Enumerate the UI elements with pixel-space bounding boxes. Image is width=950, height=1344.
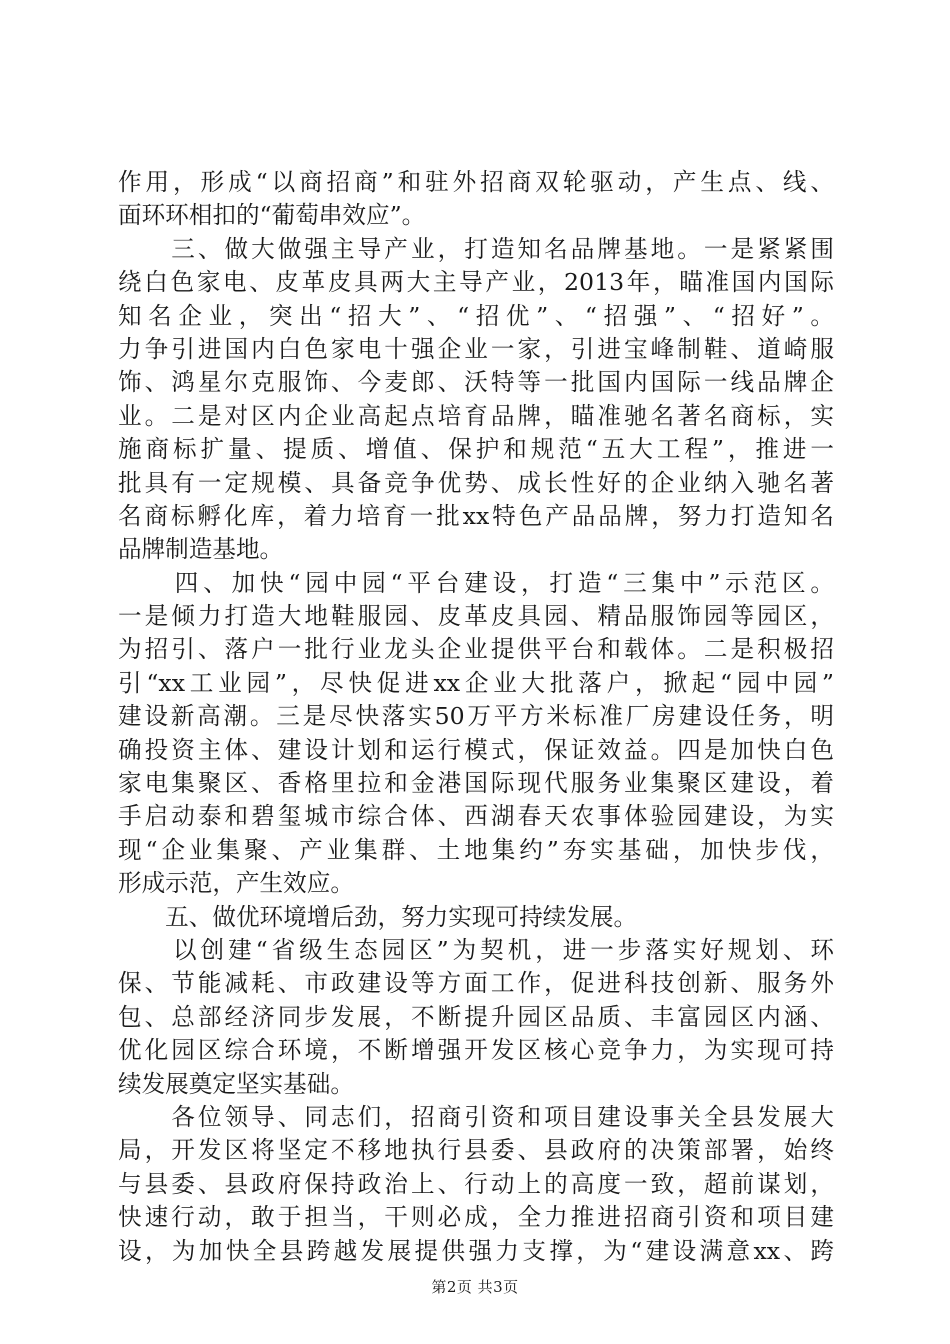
text-line: 局，开发区将坚定不移地执行县委、县政府的决策部署，始终 <box>118 1136 834 1165</box>
text-line: 五、做优环境增后劲，努力实现可持续发展。 <box>118 902 638 931</box>
text-line: 绕白色家电、皮革皮具两大主导产业，2013年，瞄准国内国际 <box>118 268 834 297</box>
text-line: 确投资主体、建设计划和运行模式，保证效益。四是加快白色 <box>118 735 834 764</box>
text-line: 以创建“省级生态园区”为契机，进一步落实好规划、环 <box>118 935 834 964</box>
text-line: 引“xx工业园”，尽快促进xx企业大批落户，掀起“园中园” <box>118 668 834 697</box>
text-line: 手启动泰和碧玺城市综合体、西湖春天农事体验园建设，为实 <box>118 802 834 831</box>
text-line: 业。二是对区内企业高起点培育品牌，瞄准驰名著名商标，实 <box>118 401 834 430</box>
text-line: 与县委、县政府保持政治上、行动上的高度一致，超前谋划， <box>118 1169 834 1198</box>
text-line: 设，为加快全县跨越发展提供强力支撑，为“建设满意xx、跨 <box>118 1236 834 1265</box>
text-line: 批具有一定规模、具备竞争优势、成长性好的企业纳入驰名著 <box>118 468 834 497</box>
text-line: 形成示范，产生效应。 <box>118 869 354 898</box>
text-line: 家电集聚区、香格里拉和金港国际现代服务业集聚区建设，着 <box>118 769 834 798</box>
text-line: 各位领导、同志们，招商引资和项目建设事关全县发展大 <box>118 1102 834 1131</box>
text-line: 施商标扩量、提质、增值、保护和规范“五大工程”，推进一 <box>118 435 834 464</box>
text-line: 三、做大做强主导产业，打造知名品牌基地。一是紧紧围 <box>118 234 834 263</box>
text-line: 品牌制造基地。 <box>118 535 284 564</box>
text-line: 保、节能减耗、市政建设等方面工作，促进科技创新、服务外 <box>118 969 834 998</box>
text-line: 包、总部经济同步发展，不断提升园区品质、丰富园区内涵、 <box>118 1002 834 1031</box>
page-footer: 第2页 共3页 <box>431 1278 519 1296</box>
text-line: 续发展奠定坚实基础。 <box>118 1069 354 1098</box>
text-line: 建设新高潮。三是尽快落实50万平方米标准厂房建设任务，明 <box>118 702 834 731</box>
text-line: 饰、鸿星尔克服饰、今麦郎、沃特等一批国内国际一线品牌企 <box>118 368 834 397</box>
text-line: 面环环相扣的“葡萄串效应”。 <box>118 201 426 230</box>
text-line: 快速行动，敢于担当，干则必成，全力推进招商引资和项目建 <box>118 1203 834 1232</box>
text-line: 作用，形成“以商招商”和驻外招商双轮驱动，产生点、线、 <box>118 168 834 196</box>
text-line: 力争引进国内白色家电十强企业一家，引进宝峰制鞋、道崎服 <box>118 334 834 363</box>
text-line: 优化园区综合环境，不断增强开发区核心竞争力，为实现可持 <box>118 1036 834 1065</box>
text-line: 知名企业，突出“招大”、“招优”、“招强”、“招好”。 <box>118 301 834 330</box>
text-line: 名商标孵化库，着力培育一批xx特色产品品牌，努力打造知名 <box>118 501 834 530</box>
text-line: 现“企业集聚、产业集群、土地集约”夯实基础，加快步伐， <box>118 835 834 864</box>
document-body <box>118 166 834 1268</box>
text-line: 四、加快“园中园“平台建设，打造“三集中”示范区。 <box>118 568 834 597</box>
text-line: 一是倾力打造大地鞋服园、皮革皮具园、精品服饰园等园区， <box>118 602 834 631</box>
text-line: 为招引、落户一批行业龙头企业提供平台和载体。二是积极招 <box>118 635 834 664</box>
